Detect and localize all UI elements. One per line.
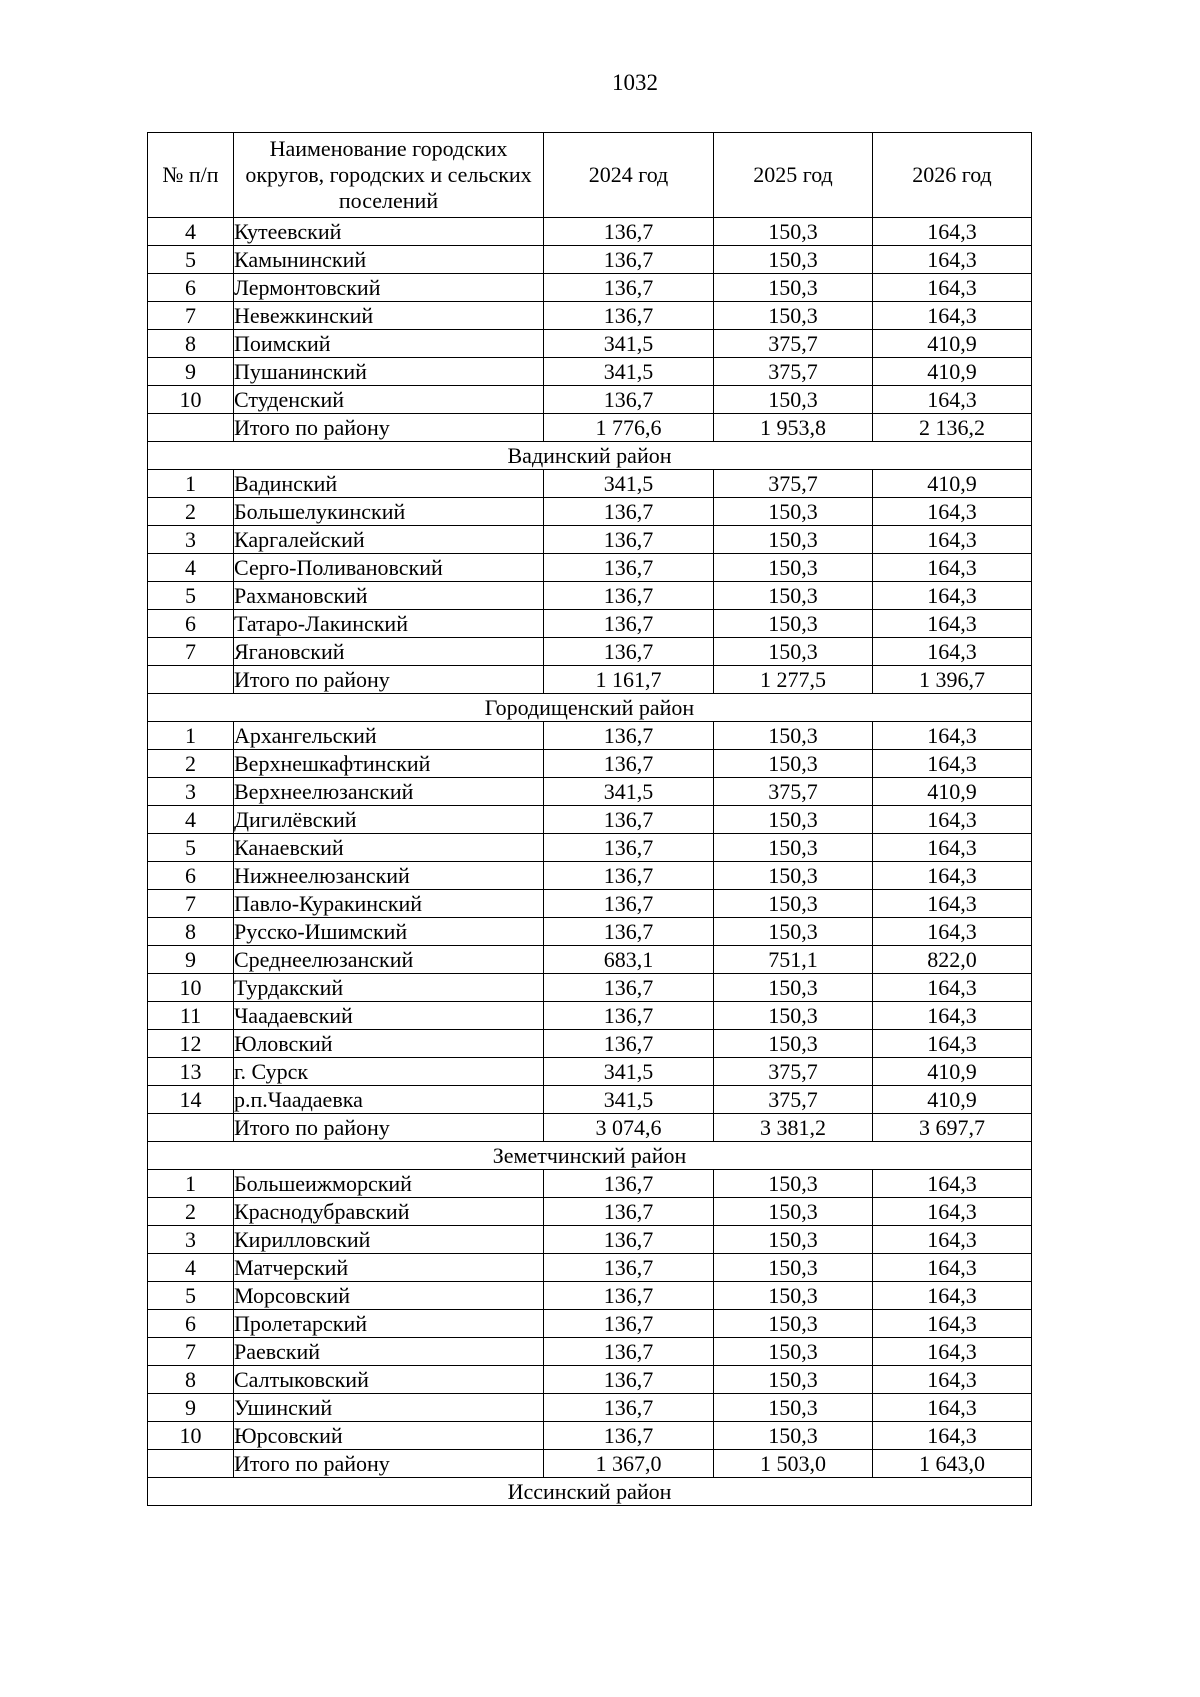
value-2024: 136,7 [544, 1030, 714, 1058]
table-row [148, 834, 1032, 862]
value-2025: 150,3 [714, 274, 873, 302]
row-number: 2 [148, 498, 234, 526]
table-row [148, 1310, 1032, 1338]
settlement-name: Поимский [234, 330, 544, 358]
value-2026: 164,3 [873, 610, 1032, 638]
table-row [148, 330, 1032, 358]
table-row [148, 582, 1032, 610]
value-2025: 1 503,0 [714, 1450, 873, 1478]
value-2024: 136,7 [544, 1338, 714, 1366]
value-2025: 150,3 [714, 1226, 873, 1254]
value-2025: 150,3 [714, 1394, 873, 1422]
value-2025: 150,3 [714, 526, 873, 554]
value-2025: 375,7 [714, 778, 873, 806]
settlement-name: Вадинский [234, 470, 544, 498]
value-2024: 136,7 [544, 582, 714, 610]
table-row [148, 1366, 1032, 1394]
row-number: 5 [148, 834, 234, 862]
section-row [148, 442, 1032, 470]
settlement-name: Нижнеелюзанский [234, 862, 544, 890]
section-row [148, 694, 1032, 722]
row-number: 7 [148, 638, 234, 666]
value-2026: 164,3 [873, 218, 1032, 246]
settlement-name: Лермонтовский [234, 274, 544, 302]
table-row [148, 1282, 1032, 1310]
table-row [148, 1198, 1032, 1226]
section-row [148, 1142, 1032, 1170]
settlement-name: Пролетарский [234, 1310, 544, 1338]
value-2024: 136,7 [544, 554, 714, 582]
value-2025: 150,3 [714, 246, 873, 274]
page-number: 1032 [612, 70, 658, 95]
header-2025: 2025 год [714, 133, 873, 218]
value-2025: 150,3 [714, 218, 873, 246]
value-2024: 341,5 [544, 1058, 714, 1086]
value-2025: 150,3 [714, 1170, 873, 1198]
value-2025: 3 381,2 [714, 1114, 873, 1142]
value-2024: 136,7 [544, 806, 714, 834]
value-2024: 683,1 [544, 946, 714, 974]
table-row [148, 974, 1032, 1002]
settlement-name: Ушинский [234, 1394, 544, 1422]
value-2024: 136,7 [544, 1310, 714, 1338]
value-2025: 150,3 [714, 1310, 873, 1338]
table-row [148, 1226, 1032, 1254]
value-2026: 164,3 [873, 890, 1032, 918]
value-2024: 136,7 [544, 246, 714, 274]
table-row [148, 302, 1032, 330]
settlement-name: Юловский [234, 1030, 544, 1058]
table-row [148, 1058, 1032, 1086]
row-number: 6 [148, 862, 234, 890]
value-2026: 1 396,7 [873, 666, 1032, 694]
table-row [148, 778, 1032, 806]
table-row [148, 526, 1032, 554]
row-number: 8 [148, 330, 234, 358]
value-2026: 164,3 [873, 554, 1032, 582]
value-2026: 2 136,2 [873, 414, 1032, 442]
table-row [148, 246, 1032, 274]
row-number: 6 [148, 610, 234, 638]
settlement-name: Большеижморский [234, 1170, 544, 1198]
value-2024: 136,7 [544, 610, 714, 638]
value-2026: 164,3 [873, 1394, 1032, 1422]
table-row [148, 722, 1032, 750]
row-number: 4 [148, 218, 234, 246]
row-number: 6 [148, 274, 234, 302]
row-number [148, 414, 234, 442]
settlement-name: Татаро-Лакинский [234, 610, 544, 638]
settlement-name: Итого по району [234, 666, 544, 694]
value-2024: 136,7 [544, 834, 714, 862]
settlement-name: Итого по району [234, 1450, 544, 1478]
value-2026: 164,3 [873, 386, 1032, 414]
header-name: Наименование городских округов, городских и сельских поселений [234, 133, 544, 218]
value-2024: 136,7 [544, 1254, 714, 1282]
value-2026: 164,3 [873, 274, 1032, 302]
row-number: 5 [148, 246, 234, 274]
value-2026: 164,3 [873, 1366, 1032, 1394]
value-2024: 3 074,6 [544, 1114, 714, 1142]
value-2026: 164,3 [873, 526, 1032, 554]
value-2025: 150,3 [714, 1002, 873, 1030]
settlement-name: Павло-Куракинский [234, 890, 544, 918]
table-row [148, 1170, 1032, 1198]
settlement-name: Кирилловский [234, 1226, 544, 1254]
settlement-name: Каргалейский [234, 526, 544, 554]
settlement-name: Морсовский [234, 1282, 544, 1310]
row-number: 4 [148, 1254, 234, 1282]
row-number: 12 [148, 1030, 234, 1058]
value-2025: 150,3 [714, 722, 873, 750]
settlement-name: Дигилёвский [234, 806, 544, 834]
settlement-name: Верхнеелюзанский [234, 778, 544, 806]
settlement-name: Большелукинский [234, 498, 544, 526]
value-2025: 150,3 [714, 386, 873, 414]
settlement-name: Чаадаевский [234, 1002, 544, 1030]
settlement-name: Камынинский [234, 246, 544, 274]
section-title: Земетчинский район [148, 1142, 1032, 1170]
value-2024: 136,7 [544, 1170, 714, 1198]
value-2025: 150,3 [714, 498, 873, 526]
row-number: 3 [148, 526, 234, 554]
value-2025: 375,7 [714, 1086, 873, 1114]
value-2026: 164,3 [873, 498, 1032, 526]
settlement-name: Архангельский [234, 722, 544, 750]
value-2024: 136,7 [544, 890, 714, 918]
table-row [148, 1338, 1032, 1366]
value-2025: 150,3 [714, 554, 873, 582]
table-row [148, 610, 1032, 638]
settlement-name: Салтыковский [234, 1366, 544, 1394]
table-row [148, 1002, 1032, 1030]
table-row [148, 806, 1032, 834]
value-2026: 164,3 [873, 918, 1032, 946]
settlement-name: Кутеевский [234, 218, 544, 246]
total-row [148, 1114, 1032, 1142]
total-row [148, 1450, 1032, 1478]
value-2026: 164,3 [873, 1030, 1032, 1058]
value-2025: 1 277,5 [714, 666, 873, 694]
table-row [148, 470, 1032, 498]
value-2026: 164,3 [873, 862, 1032, 890]
value-2026: 410,9 [873, 1086, 1032, 1114]
table-row [148, 890, 1032, 918]
value-2026: 3 697,7 [873, 1114, 1032, 1142]
value-2026: 164,3 [873, 834, 1032, 862]
row-number: 7 [148, 302, 234, 330]
value-2025: 375,7 [714, 330, 873, 358]
section-row [148, 1478, 1032, 1506]
value-2026: 164,3 [873, 1002, 1032, 1030]
value-2026: 164,3 [873, 302, 1032, 330]
row-number: 7 [148, 1338, 234, 1366]
value-2025: 150,3 [714, 806, 873, 834]
row-number: 3 [148, 778, 234, 806]
table-row [148, 218, 1032, 246]
row-number: 9 [148, 946, 234, 974]
table-row [148, 918, 1032, 946]
value-2025: 150,3 [714, 834, 873, 862]
table-row [148, 274, 1032, 302]
settlement-name: Студенский [234, 386, 544, 414]
row-number: 11 [148, 1002, 234, 1030]
value-2026: 1 643,0 [873, 1450, 1032, 1478]
row-number: 13 [148, 1058, 234, 1086]
value-2024: 136,7 [544, 974, 714, 1002]
value-2025: 150,3 [714, 862, 873, 890]
value-2026: 164,3 [873, 1338, 1032, 1366]
settlement-name: Верхнешкафтинский [234, 750, 544, 778]
total-row [148, 414, 1032, 442]
settlement-name: Невежкинский [234, 302, 544, 330]
value-2026: 164,3 [873, 246, 1032, 274]
row-number: 2 [148, 1198, 234, 1226]
value-2024: 136,7 [544, 1282, 714, 1310]
value-2025: 150,3 [714, 974, 873, 1002]
section-title: Иссинский район [148, 1478, 1032, 1506]
value-2024: 341,5 [544, 778, 714, 806]
value-2025: 150,3 [714, 918, 873, 946]
value-2026: 410,9 [873, 1058, 1032, 1086]
settlement-name: Рахмановский [234, 582, 544, 610]
value-2026: 164,3 [873, 1422, 1032, 1450]
allocation-table [147, 132, 1032, 1506]
value-2024: 136,7 [544, 386, 714, 414]
value-2024: 136,7 [544, 918, 714, 946]
row-number: 8 [148, 1366, 234, 1394]
value-2026: 164,3 [873, 974, 1032, 1002]
table-row [148, 554, 1032, 582]
settlement-name: Ягановский [234, 638, 544, 666]
table-row [148, 946, 1032, 974]
value-2026: 164,3 [873, 582, 1032, 610]
row-number: 10 [148, 974, 234, 1002]
value-2025: 375,7 [714, 1058, 873, 1086]
table-row [148, 1394, 1032, 1422]
row-number: 5 [148, 1282, 234, 1310]
row-number: 2 [148, 750, 234, 778]
row-number [148, 1114, 234, 1142]
value-2026: 164,3 [873, 1198, 1032, 1226]
row-number [148, 1450, 234, 1478]
value-2025: 751,1 [714, 946, 873, 974]
settlement-name: Итого по району [234, 1114, 544, 1142]
value-2025: 150,3 [714, 1422, 873, 1450]
value-2024: 136,7 [544, 1422, 714, 1450]
value-2025: 150,3 [714, 302, 873, 330]
value-2026: 164,3 [873, 722, 1032, 750]
value-2026: 410,9 [873, 778, 1032, 806]
value-2024: 136,7 [544, 1226, 714, 1254]
value-2026: 164,3 [873, 1254, 1032, 1282]
value-2024: 1 367,0 [544, 1450, 714, 1478]
value-2026: 822,0 [873, 946, 1032, 974]
value-2026: 410,9 [873, 470, 1032, 498]
row-number: 10 [148, 386, 234, 414]
value-2024: 136,7 [544, 1002, 714, 1030]
value-2026: 164,3 [873, 750, 1032, 778]
value-2024: 136,7 [544, 750, 714, 778]
value-2025: 150,3 [714, 610, 873, 638]
table-row [148, 750, 1032, 778]
row-number: 1 [148, 470, 234, 498]
table-header-row [148, 133, 1032, 218]
row-number: 9 [148, 358, 234, 386]
value-2024: 136,7 [544, 498, 714, 526]
value-2024: 1 776,6 [544, 414, 714, 442]
table-row [148, 862, 1032, 890]
value-2024: 1 161,7 [544, 666, 714, 694]
row-number: 1 [148, 722, 234, 750]
settlement-name: Серго-Поливановский [234, 554, 544, 582]
row-number: 9 [148, 1394, 234, 1422]
header-num: № п/п [148, 133, 234, 218]
value-2025: 150,3 [714, 1198, 873, 1226]
table-row [148, 1254, 1032, 1282]
value-2025: 150,3 [714, 1338, 873, 1366]
value-2026: 164,3 [873, 1310, 1032, 1338]
settlement-name: р.п.Чаадаевка [234, 1086, 544, 1114]
value-2026: 164,3 [873, 1282, 1032, 1310]
value-2026: 164,3 [873, 1170, 1032, 1198]
value-2026: 164,3 [873, 1226, 1032, 1254]
value-2025: 150,3 [714, 1254, 873, 1282]
value-2026: 164,3 [873, 806, 1032, 834]
value-2025: 1 953,8 [714, 414, 873, 442]
value-2025: 150,3 [714, 1282, 873, 1310]
value-2025: 375,7 [714, 470, 873, 498]
settlement-name: Среднеелюзанский [234, 946, 544, 974]
value-2025: 150,3 [714, 750, 873, 778]
table-row [148, 386, 1032, 414]
row-number: 5 [148, 582, 234, 610]
table-row [148, 638, 1032, 666]
header-2026: 2026 год [873, 133, 1032, 218]
value-2025: 150,3 [714, 890, 873, 918]
row-number: 14 [148, 1086, 234, 1114]
value-2024: 136,7 [544, 302, 714, 330]
value-2026: 164,3 [873, 638, 1032, 666]
value-2024: 136,7 [544, 274, 714, 302]
table-row [148, 1422, 1032, 1450]
settlement-name: Пушанинский [234, 358, 544, 386]
section-title: Городищенский район [148, 694, 1032, 722]
value-2024: 136,7 [544, 526, 714, 554]
value-2026: 410,9 [873, 358, 1032, 386]
row-number: 6 [148, 1310, 234, 1338]
settlement-name: Матчерский [234, 1254, 544, 1282]
settlement-name: Раевский [234, 1338, 544, 1366]
settlement-name: Юрсовский [234, 1422, 544, 1450]
settlement-name: Русско-Ишимский [234, 918, 544, 946]
value-2025: 150,3 [714, 1366, 873, 1394]
row-number: 3 [148, 1226, 234, 1254]
value-2024: 136,7 [544, 638, 714, 666]
row-number: 1 [148, 1170, 234, 1198]
value-2025: 150,3 [714, 582, 873, 610]
row-number: 4 [148, 806, 234, 834]
value-2024: 341,5 [544, 470, 714, 498]
value-2024: 341,5 [544, 330, 714, 358]
value-2025: 150,3 [714, 638, 873, 666]
settlement-name: Канаевский [234, 834, 544, 862]
row-number: 4 [148, 554, 234, 582]
row-number [148, 666, 234, 694]
value-2024: 341,5 [544, 358, 714, 386]
value-2024: 136,7 [544, 1394, 714, 1422]
settlement-name: Турдакский [234, 974, 544, 1002]
value-2024: 341,5 [544, 1086, 714, 1114]
row-number: 8 [148, 918, 234, 946]
row-number: 7 [148, 890, 234, 918]
settlement-name: Итого по району [234, 414, 544, 442]
section-title: Вадинский район [148, 442, 1032, 470]
value-2025: 375,7 [714, 358, 873, 386]
header-2024: 2024 год [544, 133, 714, 218]
row-number: 10 [148, 1422, 234, 1450]
value-2024: 136,7 [544, 1366, 714, 1394]
value-2024: 136,7 [544, 218, 714, 246]
value-2024: 136,7 [544, 722, 714, 750]
value-2024: 136,7 [544, 1198, 714, 1226]
settlement-name: Краснодубравский [234, 1198, 544, 1226]
table-row [148, 358, 1032, 386]
value-2025: 150,3 [714, 1030, 873, 1058]
settlement-name: г. Сурск [234, 1058, 544, 1086]
value-2026: 410,9 [873, 330, 1032, 358]
table-row [148, 498, 1032, 526]
table-body [148, 218, 1032, 1506]
value-2024: 136,7 [544, 862, 714, 890]
table-row [148, 1030, 1032, 1058]
table-row [148, 1086, 1032, 1114]
total-row [148, 666, 1032, 694]
